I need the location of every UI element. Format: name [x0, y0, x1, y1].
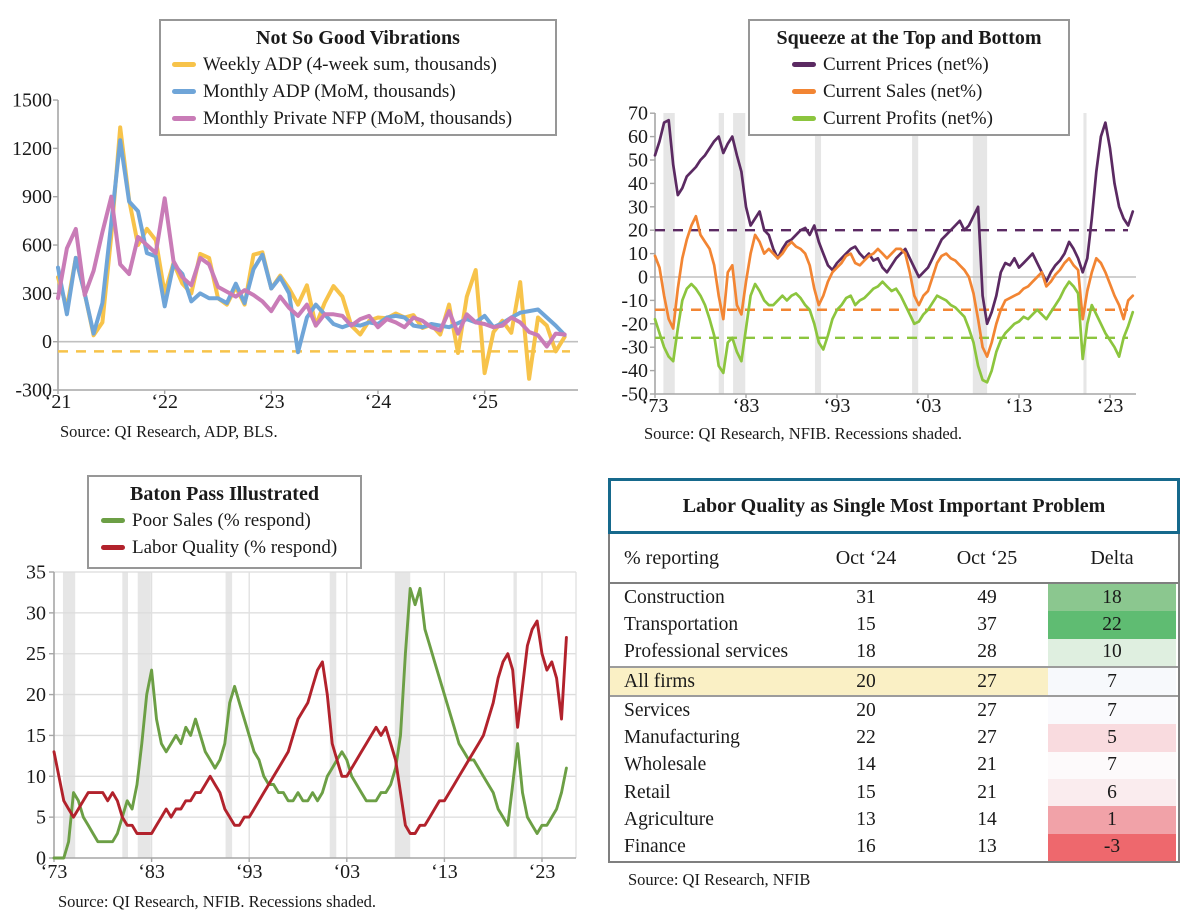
legend-swatch-icon: [792, 116, 816, 121]
delta-value: 7: [1048, 697, 1176, 724]
svg-text:‘73: ‘73: [40, 861, 68, 883]
table-row: [610, 639, 1178, 666]
svg-text:900: 900: [22, 186, 52, 209]
oct25-value: 27: [977, 727, 997, 749]
svg-text:20: 20: [26, 684, 46, 707]
svg-text:-40: -40: [621, 360, 648, 383]
legend-swatch-icon: [172, 62, 196, 67]
svg-text:‘22: ‘22: [151, 391, 178, 413]
table-header-row: [610, 534, 1178, 584]
panel-labor-quality-table: [600, 462, 1200, 922]
svg-text:‘24: ‘24: [364, 391, 392, 413]
svg-text:5: 5: [36, 806, 46, 829]
svg-text:1500: 1500: [12, 89, 52, 112]
legend-label: Labor Quality (% respond): [132, 536, 338, 558]
delta-value: 1: [1048, 806, 1176, 833]
svg-text:-30: -30: [621, 336, 648, 359]
svg-text:‘21: ‘21: [44, 391, 72, 413]
svg-text:15: 15: [26, 724, 46, 747]
row-label: Transportation: [624, 613, 739, 635]
svg-text:35: 35: [26, 561, 46, 584]
svg-text:1200: 1200: [12, 137, 52, 160]
svg-text:‘83: ‘83: [138, 861, 165, 883]
oct24-value: 15: [856, 613, 876, 635]
svg-text:600: 600: [22, 234, 52, 257]
legend-swatch-icon: [792, 89, 816, 94]
row-label: Professional services: [624, 641, 789, 663]
legend-swatch-icon: [101, 518, 125, 523]
svg-text:-20: -20: [621, 313, 648, 336]
svg-text:‘93: ‘93: [823, 395, 851, 417]
svg-text:0: 0: [36, 847, 46, 870]
oct25-value: 27: [926, 668, 1048, 695]
legend-item: [101, 534, 360, 561]
svg-text:‘23: ‘23: [528, 861, 556, 883]
svg-text:30: 30: [26, 602, 46, 625]
svg-text:50: 50: [628, 149, 648, 172]
row-label: Construction: [624, 586, 725, 608]
svg-text:‘73: ‘73: [641, 395, 669, 417]
legend-item: [172, 78, 555, 105]
oct25-value: 27: [977, 699, 997, 721]
table-row: [610, 779, 1178, 806]
oct24-value: 22: [856, 727, 876, 749]
svg-text:30: 30: [628, 196, 648, 219]
legend-item: [792, 78, 1068, 105]
source-note: Source: QI Research, ADP, BLS.: [60, 422, 278, 441]
row-label: All firms: [610, 668, 806, 695]
table-row: [610, 584, 1178, 611]
svg-text:‘13: ‘13: [1005, 395, 1033, 417]
delta-value: 10: [1048, 639, 1176, 666]
svg-text:‘83: ‘83: [732, 395, 760, 417]
table-row: [610, 724, 1178, 751]
table-body: [608, 534, 1180, 863]
chart-title: Baton Pass Illustrated: [130, 483, 319, 505]
svg-text:‘13: ‘13: [431, 861, 458, 883]
svg-text:60: 60: [628, 126, 648, 149]
legend-label: Current Profits (net%): [823, 107, 993, 129]
source-note: Source: QI Research, NFIB. Recessions shaded.: [644, 424, 963, 443]
svg-text:20: 20: [628, 219, 648, 242]
legend-item: [172, 105, 555, 132]
legend-label: Poor Sales (% respond): [132, 509, 311, 531]
oct24-value: 13: [856, 809, 876, 831]
legend-swatch-icon: [172, 116, 196, 121]
table-row: [610, 611, 1178, 638]
oct25-value: 14: [977, 809, 997, 831]
svg-text:300: 300: [22, 282, 52, 305]
column-header: % reporting: [624, 546, 719, 569]
legend-box: [748, 19, 1070, 136]
legend-item: [172, 51, 555, 78]
legend-label: Weekly ADP (4-week sum, thousands): [203, 53, 497, 75]
delta-value: 5: [1048, 724, 1176, 751]
svg-text:-300: -300: [15, 379, 52, 402]
legend-box: [159, 19, 557, 136]
legend-swatch-icon: [172, 89, 196, 94]
svg-text:0: 0: [638, 266, 648, 289]
legend-label: Monthly Private NFP (MoM, thousands): [203, 107, 513, 129]
delta-value: 7: [1048, 752, 1176, 779]
legend-label: Monthly ADP (MoM, thousands): [203, 80, 456, 102]
row-label: Agriculture: [624, 809, 714, 831]
chart-title: Not So Good Vibrations: [256, 27, 460, 49]
oct24-value: 15: [856, 781, 876, 803]
oct25-value: 49: [977, 586, 997, 608]
svg-text:‘25: ‘25: [471, 391, 498, 413]
row-label: Finance: [624, 836, 686, 858]
svg-text:-10: -10: [621, 289, 648, 312]
svg-text:70: 70: [628, 102, 648, 125]
source-note: Source: QI Research, NFIB: [628, 870, 811, 889]
row-label: Wholesale: [624, 754, 707, 776]
delta-value: 6: [1048, 779, 1176, 806]
svg-text:-50: -50: [621, 383, 648, 406]
panel-nfib-prices-sales-profits: [600, 0, 1200, 462]
legend-label: Current Prices (net%): [823, 53, 989, 75]
table-row: [610, 806, 1178, 833]
legend-item: [101, 507, 360, 534]
svg-text:0: 0: [42, 331, 52, 354]
source-note: Source: QI Research, NFIB. Recessions shaded.: [58, 892, 377, 911]
table-row: [610, 834, 1178, 861]
svg-text:‘23: ‘23: [257, 391, 285, 413]
panel-poor-sales-labor-quality: [0, 462, 600, 922]
oct25-value: 28: [977, 641, 997, 663]
svg-text:10: 10: [26, 765, 46, 788]
chart-title: Squeeze at the Top and Bottom: [776, 27, 1042, 49]
column-header: Delta: [1090, 546, 1134, 569]
svg-text:10: 10: [628, 243, 648, 266]
legend-box: [87, 475, 362, 569]
oct25-value: 37: [977, 613, 997, 635]
table-row: [610, 697, 1178, 724]
table-row: [610, 666, 1178, 697]
legend-swatch-icon: [792, 62, 816, 67]
panel-adp-payrolls: [0, 0, 600, 462]
delta-value: 18: [1048, 584, 1176, 611]
delta-value: 7: [1048, 668, 1176, 695]
column-header: Oct ‘24: [835, 546, 897, 569]
svg-text:‘03: ‘03: [333, 861, 361, 883]
oct24-value: 16: [856, 836, 876, 858]
svg-text:‘03: ‘03: [914, 395, 942, 417]
oct24-value: 14: [856, 754, 876, 776]
delta-value: -3: [1048, 834, 1176, 861]
legend-swatch-icon: [101, 545, 125, 550]
oct24-value: 18: [856, 641, 876, 663]
svg-text:25: 25: [26, 643, 46, 666]
labor-quality-table: [608, 478, 1180, 863]
legend-label: Current Sales (net%): [823, 80, 983, 102]
oct25-value: 13: [977, 836, 997, 858]
row-label: Retail: [624, 781, 671, 803]
oct24-value: 31: [856, 586, 876, 608]
column-header: Oct ‘25: [956, 546, 1018, 569]
table-row: [610, 752, 1178, 779]
svg-text:‘23: ‘23: [1096, 395, 1124, 417]
oct24-value: 20: [856, 699, 876, 721]
oct24-value: 20: [806, 668, 926, 695]
table-title: Labor Quality as Single Most Important Problem: [608, 478, 1180, 534]
oct25-value: 21: [977, 754, 997, 776]
oct25-value: 21: [977, 781, 997, 803]
svg-text:‘93: ‘93: [235, 861, 263, 883]
row-label: Manufacturing: [624, 727, 740, 749]
delta-value: 22: [1048, 611, 1176, 638]
row-label: Services: [624, 699, 691, 721]
svg-text:40: 40: [628, 172, 648, 195]
legend-item: [792, 51, 1068, 78]
legend-item: [792, 105, 1068, 132]
